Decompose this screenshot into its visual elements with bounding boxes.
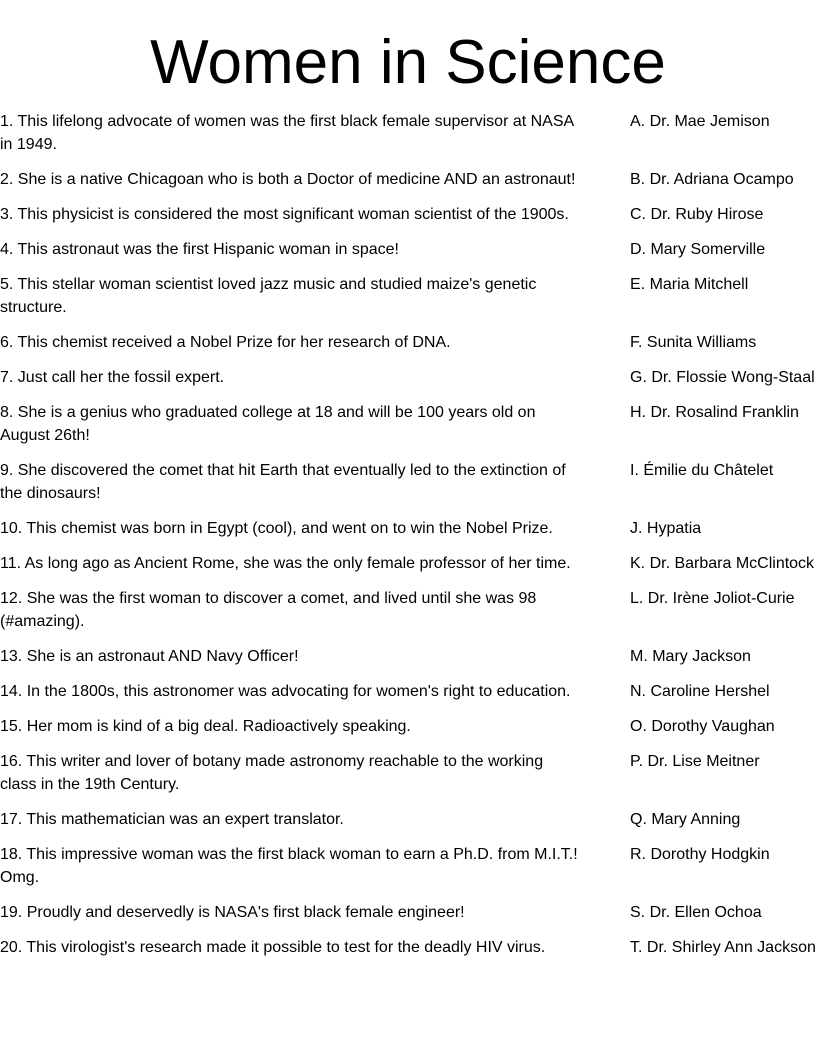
question-text: 1. This lifelong advocate of women was the first black female supervisor at NASA in 1949. [0,113,574,153]
worksheet-row [0,110,816,156]
worksheet-row [0,238,816,261]
worksheet-row [0,203,816,226]
answer-option: G. Dr. Flossie Wong-Staal [630,369,815,386]
answer-option: E. Maria Mitchell [630,276,749,293]
answer-option: R. Dorothy Hodgkin [630,846,770,863]
answer-option: M. Mary Jackson [630,648,751,665]
worksheet-row [0,680,816,703]
worksheet-row [0,168,816,191]
worksheet-row [0,401,816,447]
question-text: 6. This chemist received a Nobel Prize for her research of DNA. [0,334,451,351]
worksheet-row [0,750,816,796]
worksheet-row [0,366,816,389]
question-text: 12. She was the first woman to discover a comet, and lived until she was 98 (#amazing). [0,590,537,630]
worksheet-row [0,552,816,575]
question-text: 9. She discovered the comet that hit Earth that eventually led to the extinction of the dinosaurs! [0,462,566,502]
question-text: 7. Just call her the fossil expert. [0,369,225,386]
answer-option: L. Dr. Irène Joliot-Curie [630,590,795,607]
answer-option: S. Dr. Ellen Ochoa [630,904,762,921]
question-text: 5. This stellar woman scientist loved jazz music and studied maize's genetic structure. [0,276,537,316]
worksheet-row [0,936,816,959]
question-text: 2. She is a native Chicagoan who is both a Doctor of medicine AND an astronaut! [0,171,576,188]
worksheet-row [0,808,816,831]
answer-option: I. Émilie du Châtelet [630,462,774,479]
worksheet-row [0,587,816,633]
answer-option: C. Dr. Ruby Hirose [630,206,764,223]
question-text: 19. Proudly and deservedly is NASA's first black female engineer! [0,904,465,921]
question-text: 4. This astronaut was the first Hispanic woman in space! [0,241,399,258]
answer-option: T. Dr. Shirley Ann Jackson [630,939,816,956]
question-text: 11. As long ago as Ancient Rome, she was the only female professor of her time. [0,555,571,572]
answer-option: O. Dorothy Vaughan [630,718,775,735]
answer-option: D. Mary Somerville [630,241,766,258]
question-text: 20. This virologist's research made it possible to test for the deadly HIV virus. [0,939,546,956]
worksheet-row [0,331,816,354]
worksheet-row [0,843,816,889]
question-text: 3. This physicist is considered the most significant woman scientist of the 1900s. [0,206,569,223]
question-text: 18. This impressive woman was the first black woman to earn a Ph.D. from M.I.T.! Omg. [0,846,578,886]
question-text: 15. Her mom is kind of a big deal. Radioactively speaking. [0,718,411,735]
answer-option: P. Dr. Lise Meitner [630,753,760,770]
worksheet-row [0,459,816,505]
worksheet-row [0,645,816,668]
answer-option: K. Dr. Barbara McClintock [630,555,815,572]
answer-option: B. Dr. Adriana Ocampo [630,171,794,188]
question-text: 10. This chemist was born in Egypt (cool), and went on to win the Nobel Prize. [0,520,553,537]
question-text: 16. This writer and lover of botany made astronomy reachable to the working class in the 19th Century. [0,753,544,793]
answer-option: A. Dr. Mae Jemison [630,113,770,130]
question-text: 17. This mathematician was an expert translator. [0,811,344,828]
question-text: 13. She is an astronaut AND Navy Officer! [0,648,299,665]
worksheet-row [0,901,816,924]
worksheet-row [0,715,816,738]
matching-worksheet [0,110,816,971]
answer-option: F. Sunita Williams [630,334,757,351]
worksheet-row [0,517,816,540]
answer-option: H. Dr. Rosalind Franklin [630,404,799,421]
answer-option: N. Caroline Hershel [630,683,770,700]
answer-option: Q. Mary Anning [630,811,741,828]
question-text: 14. In the 1800s, this astronomer was advocating for women's right to education. [0,683,571,700]
worksheet-row [0,273,816,319]
answer-option: J. Hypatia [630,520,702,537]
page-title: Women in Science [150,28,666,97]
question-text: 8. She is a genius who graduated college at 18 and will be 100 years old on August 26th! [0,404,536,444]
